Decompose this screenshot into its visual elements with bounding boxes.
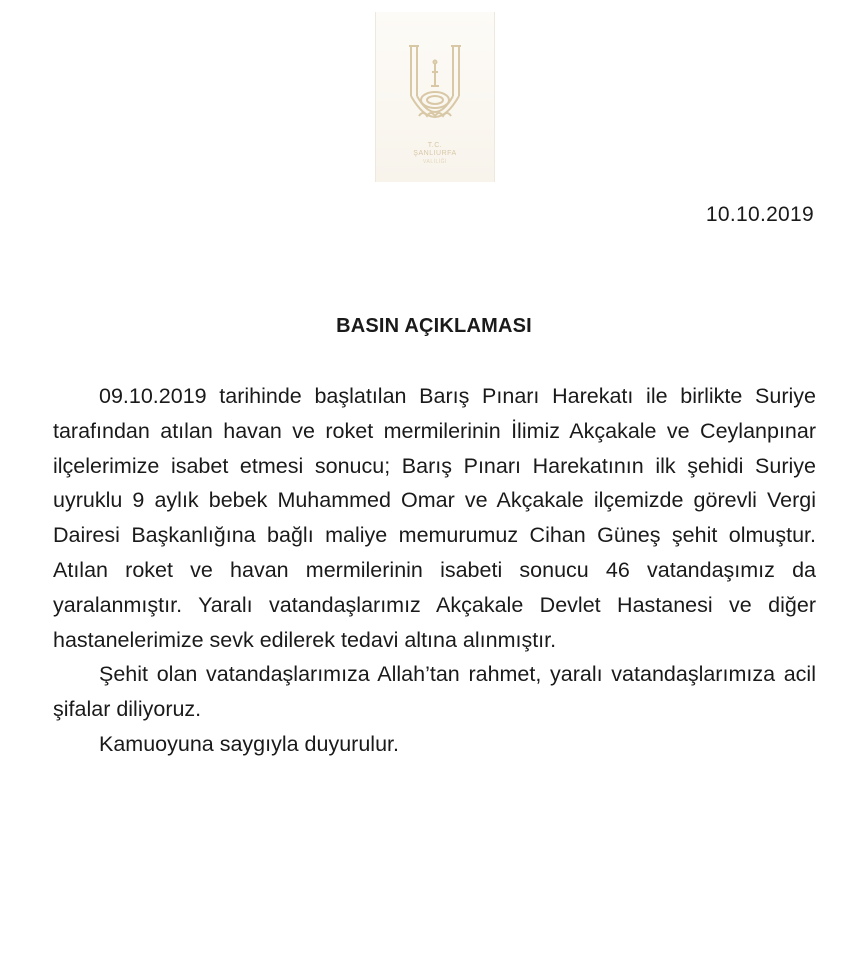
paragraph-condolence: Şehit olan vatandaşlarımıza Allah’tan rahmet, yaralı vatandaşlarımıza acil şifalar diliyoruz.: [53, 662, 816, 722]
letterhead-line3: VALİLİĞİ: [423, 159, 447, 165]
paragraph-closing: Kamuoyuna saygıyla duyurulur.: [99, 731, 399, 756]
governorship-emblem-icon: [403, 42, 467, 138]
document-title: BASIN AÇIKLAMASI: [336, 315, 532, 337]
letterhead-line2: ŞANLIURFA: [413, 150, 457, 157]
document-body: [53, 379, 816, 762]
paragraph-main: 09.10.2019 tarihinde başlatılan Barış Pınarı Harekatı ile birlikte Suriye tarafından atılan havan ve roket mermilerinin İlimiz Akçakale ve Ceylanpınar ilçelerimize isabet etmesi sonucu; Barış Pınarı Harekatının ilk şehidi Suriye uyruklu 9 aylık bebek Muhammed Omar ve Akçakale ilçemizde görevli Vergi Dairesi Başkanlığına bağlı maliye memurumuz Cihan Güneş şehit olmuştur. Atılan roket ve havan mermilerinin isabeti sonucu 46 vatandaşımız da yaralanmıştır. Yaralı vatandaşlarımız Akçakale Devlet Hastanesi ve diğer hastanelerimize sevk edilerek tedavi altına alınmıştır.: [53, 384, 816, 652]
letterhead-line1: T.C.: [427, 142, 443, 149]
letterhead-text: [413, 142, 456, 166]
document-date: 10.10.2019: [705, 203, 814, 226]
letterhead: [375, 12, 495, 182]
